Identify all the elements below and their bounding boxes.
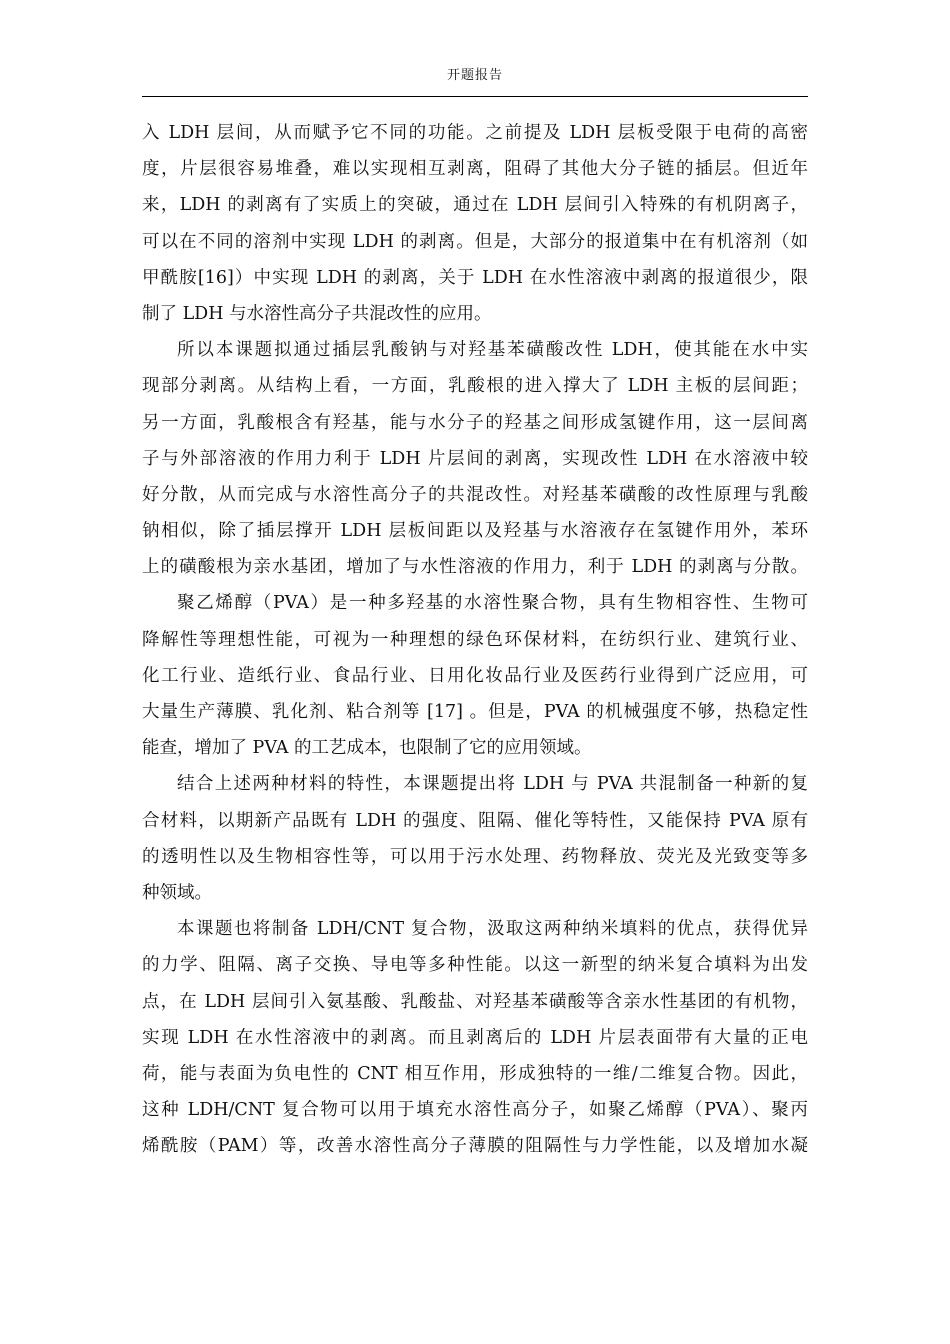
text-line: 降解性等理想性能，可视为一种理想的绿色环保材料，在纺织行业、建筑行业、 <box>142 629 808 650</box>
text-line: 钠相似，除了插层撑开 LDH 层板间距以及羟基与水溶液存在氢键作用外，苯环 <box>142 521 808 542</box>
text-line: 可以在不同的溶剂中实现 LDH 的剥离。但是，大部分的报道集中在有机溶剂（如 <box>142 231 808 252</box>
page-header-title: 开题报告 <box>446 68 503 83</box>
text-line: 大量生产薄膜、乳化剂、粘合剂等 [17] 。但是，PVA 的机械强度不够，热稳定性 <box>142 702 808 722</box>
text-line: 本课题也将制备 LDH/CNT 复合物，汲取这两种纳米填料的优点，获得优异 <box>177 919 808 940</box>
text-line: 另一方面，乳酸根含有羟基，能与水分子的羟基之间形成氢键作用，这一层间离 <box>142 412 808 433</box>
header-divider <box>142 96 808 97</box>
text-line: 实现 LDH 在水性溶液中的剥离。而且剥离后的 LDH 片层表面带有大量的正电 <box>142 1027 808 1048</box>
text-line: 制了 LDH 与水溶性高分子共混改性的应用。 <box>142 303 492 324</box>
text-line: 子与外部溶液的作用力利于 LDH 片层间的剥离，实现改性 LDH 在水溶液中较 <box>142 448 808 469</box>
text-line: 点，在 LDH 层间引入氨基酸、乳酸盐、对羟基苯磺酸等含亲水性基团的有机物， <box>142 991 808 1012</box>
text-line: 好分散，从而完成与水溶性高分子的共混改性。对羟基苯磺酸的改性原理与乳酸 <box>142 484 808 505</box>
text-line: 度，片层很容易堆叠，难以实现相互剥离，阻碍了其他大分子链的插层。但近年 <box>142 159 808 180</box>
text-line: 甲酰胺[16]）中实现 LDH 的剥离，关于 LDH 在水性溶液中剥离的报道很少，限 <box>142 267 808 288</box>
text-line: 入 LDH 层间，从而赋予它不同的功能。之前提及 LDH 层板受限于电荷的高密 <box>142 123 808 143</box>
text-line: 烯酰胺（PAM）等，改善水溶性高分子薄膜的阻隔性与力学性能，以及增加水凝 <box>142 1136 808 1157</box>
text-line: 能查，增加了 PVA 的工艺成本，也限制了它的应用领域。 <box>142 738 592 759</box>
text-line: 合材料，以期新产品既有 LDH 的强度、阻隔、催化等特性，又能保持 PVA 原有 <box>142 810 808 831</box>
document-body <box>142 115 808 1164</box>
text-line: 的力学、阻隔、离子交换、导电等多种性能。以这一新型的纳米复合填料为出发 <box>142 955 808 976</box>
text-line: 这种 LDH/CNT 复合物可以用于填充水溶性高分子，如聚乙烯醇（PVA）、聚丙 <box>142 1100 808 1121</box>
text-line: 所以本课题拟通过插层乳酸钠与对羟基苯磺酸改性 LDH，使其能在水中实 <box>177 340 808 361</box>
text-line: 上的磺酸根为亲水基团，增加了与水性溶液的作用力，利于 LDH 的剥离与分散。 <box>142 557 808 578</box>
text-line: 化工行业、造纸行业、食品行业、日用化妆品行业及医药行业得到广泛应用，可 <box>142 665 808 686</box>
text-line: 聚乙烯醇（PVA）是一种多羟基的水溶性聚合物，具有生物相容性、生物可 <box>177 593 808 614</box>
text-line: 现部分剥离。从结构上看，一方面，乳酸根的进入撑大了 LDH 主板的层间距； <box>142 376 808 397</box>
text-line: 的透明性以及生物相容性等，可以用于污水处理、药物释放、荧光及光致变等多 <box>142 846 808 867</box>
text-line: 种领域。 <box>142 882 212 903</box>
text-line: 荷，能与表面为负电性的 CNT 相互作用，形成独特的一维/二维复合物。因此， <box>142 1063 808 1084</box>
text-line: 来，LDH 的剥离有了实质上的突破，通过在 LDH 层间引入特殊的有机阴离子， <box>142 195 808 216</box>
text-line: 结合上述两种材料的特性，本课题提出将 LDH 与 PVA 共混制备一种新的复 <box>177 774 808 795</box>
